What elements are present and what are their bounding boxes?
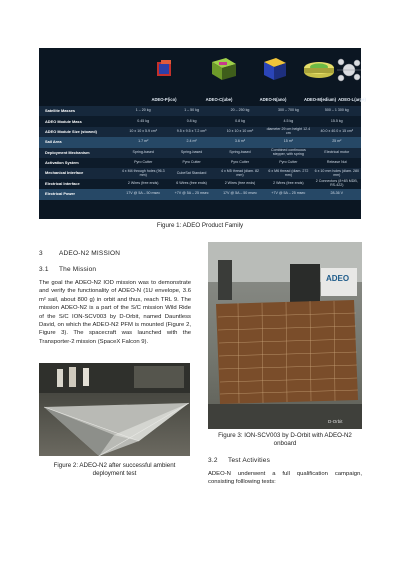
row-label: ADEO Module Size (stowed) <box>39 127 119 137</box>
table-cell: 6 x M6 thread (diam. 272 mm) <box>264 168 312 178</box>
dorbit-watermark: D-Orbit <box>328 419 343 424</box>
table-cell: 2 Wires (free ends) <box>216 179 264 189</box>
table-cell: 20 – 250 kg <box>216 106 264 116</box>
table-cell: 10 x 10 x 10 cm³ <box>216 127 264 137</box>
table-row <box>39 106 361 116</box>
table-cell: Electrical motor <box>313 148 361 158</box>
adeo-medium-icon <box>304 62 334 78</box>
section-title: Test Activities <box>228 457 271 464</box>
table-cell: +7V @ 5A – 25 msec <box>264 189 312 199</box>
table-cell: 2.4 m² <box>167 137 215 147</box>
table-cell: 0.8 kg <box>167 116 215 126</box>
section-number: 3.2 <box>208 457 218 464</box>
product-specs-table <box>39 106 361 200</box>
table-cell: 4 x M5 thread (diam. 82 mm) <box>216 168 264 178</box>
table-cell: Spring-based <box>119 148 167 158</box>
product-family-table-figure <box>39 48 366 219</box>
table-cell: 40.0 x 40.0 x 15 cm³ <box>313 127 361 137</box>
table-cell: 4.5 kg <box>264 116 312 126</box>
table-row <box>39 179 361 189</box>
row-label: Activation System <box>39 158 119 168</box>
table-row <box>39 116 361 126</box>
row-label: Electrical Interface <box>39 179 119 189</box>
table-cell: 10 x 10 x 5.9 cm³ <box>119 127 167 137</box>
section-3-heading <box>39 250 120 257</box>
table-cell: 28-36 V <box>313 189 361 199</box>
table-cell: 1.7 m² <box>119 137 167 147</box>
figure-3-caption: Figure 3: ION-SCV003 by D-Orbit with ADEO-N2 onboard <box>218 432 352 448</box>
section-3-2-heading <box>208 457 270 464</box>
row-label: ADEO Module Mass <box>39 116 119 126</box>
table-cell: Spring-based <box>167 148 215 158</box>
table-cell: 15 m² <box>264 137 312 147</box>
adeo-large-icon <box>337 59 361 81</box>
row-label: Deployment Mechanism <box>39 148 119 158</box>
table-cell: 9.5 x 9.5 x 7.2 cm³ <box>167 127 215 137</box>
figure-2-photo <box>39 363 190 456</box>
table-cell: 0.45 kg <box>119 116 167 126</box>
section-number: 3 <box>39 250 43 257</box>
table-cell: 3.6 m² <box>216 137 264 147</box>
table-cell: 2 Wires (free ends) <box>264 179 312 189</box>
test-activities-paragraph: ADEO-N underwent a full qualification campaign, consisting folllowing tests: <box>208 471 362 486</box>
table-cell: 17V @ 5A – 50 msec <box>216 189 264 199</box>
section-title: ADEO-N2 MISSION <box>59 250 121 257</box>
table-row <box>39 168 361 178</box>
table-cell: Combined continuous stepper, with spring <box>264 148 312 158</box>
table-cell: 4 x M4 through holes (96.3 mm) <box>119 168 167 178</box>
table-cell: diameter 29 cm height 12.4 cm <box>264 127 312 137</box>
table-cell: Pyro Cutter <box>264 158 312 168</box>
table-cell: 6 Wires (free ends) <box>167 179 215 189</box>
row-label: Electrical Power <box>39 189 119 199</box>
table-row <box>39 127 361 137</box>
table-cell: 2 Connectors (8+4B MDB, RS-422) <box>313 179 361 189</box>
table-cell: 500 – 1 300 kg <box>313 106 361 116</box>
table-cell: Spring-based <box>216 148 264 158</box>
table-cell: 1 – 50 kg <box>167 106 215 116</box>
table-column-headers <box>39 97 366 105</box>
table-cell: Pyro Cutter <box>119 158 167 168</box>
table-cell: 2 Wires (free ends) <box>119 179 167 189</box>
table-cell: 300 – 700 kg <box>264 106 312 116</box>
adeo-nano-icon <box>264 58 286 80</box>
deployed-sail-photo <box>39 363 190 456</box>
table-cell: Pyro Cutter <box>167 158 215 168</box>
table-row <box>39 148 361 158</box>
mission-paragraph: The goal the ADEO-N2 IOD mission was to demonstrate and verify the functionality of ADEO-N (1U envelope, 3.6 m² sail, about 800 g) in orbit and thus, reach TRL 9. The mission ADEO-N2 is a part of the S/C mission Wild Ride of the S/C ION-SCV003 by D-Orbit, named Dauntless David, on which the ADEO-N2 PFM is mounted (Figure 2, Figure 3). The spacecraft was launched with the Transporter-2 mission (SpaceX Falcon 9). <box>39 280 191 345</box>
table-cell: 15.5 kg <box>313 116 361 126</box>
table-cell: +7V @ 5A – 25 msec <box>167 189 215 199</box>
adeo-label: ADEO <box>326 274 350 283</box>
row-label: Mechanical Interface <box>39 168 119 178</box>
section-title: The Mission <box>59 266 97 273</box>
table-cell: Pyro Cutter <box>216 158 264 168</box>
table-cell: 17V @ 5A – 50 msec <box>119 189 167 199</box>
table-cell: 0.8 kg <box>216 116 264 126</box>
table-row <box>39 189 361 199</box>
col-header: ADEO-M(edium) <box>303 97 337 102</box>
adeo-pico-icon <box>157 60 171 76</box>
col-header: ADEO-C(ube) <box>205 97 233 102</box>
spacecraft-photo <box>208 242 362 429</box>
adeo-cube-icon <box>212 58 236 80</box>
col-header: ADEO-N(ano) <box>259 97 287 102</box>
col-header: ADEO-P(ico) <box>151 97 177 102</box>
table-cell: Release Nut <box>313 158 361 168</box>
section-3-1-heading <box>39 266 96 273</box>
table-cell: 25 m² <box>313 137 361 147</box>
figure-3-photo <box>208 242 362 429</box>
table-row <box>39 137 361 147</box>
figure-2-caption: Figure 2: ADEO-N2 after successful ambient deployment test <box>53 462 176 478</box>
table-row <box>39 158 361 168</box>
table-cell: 1 – 20 kg <box>119 106 167 116</box>
col-header: ADEO-L(arge) <box>338 97 366 102</box>
product-icons <box>39 48 361 96</box>
table-cell: 6 x 10 mm holes (diam. 280 mm) <box>313 168 361 178</box>
figure-1-caption: Figure 1: ADEO Product Family <box>156 222 244 229</box>
row-label: Sail Area <box>39 137 119 147</box>
section-number: 3.1 <box>39 266 49 273</box>
table-cell: CubeSat Standard <box>167 168 215 178</box>
row-label: Satellite Masses <box>39 106 119 116</box>
